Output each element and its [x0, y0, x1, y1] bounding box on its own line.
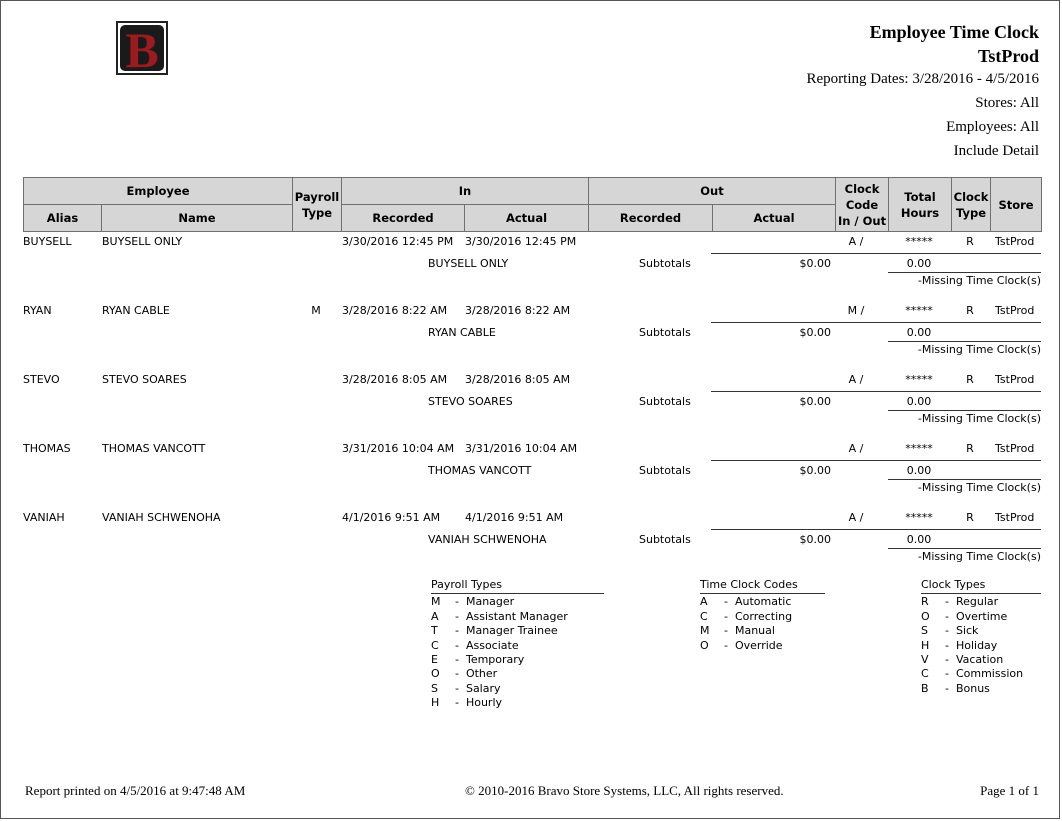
employee-alias: STEVO [23, 373, 60, 386]
subtotal-separator [888, 341, 1041, 342]
in-actual: 3/28/2016 8:05 AM [465, 373, 571, 386]
subtotal-label: Subtotals [639, 533, 691, 546]
clock-type: R [966, 304, 974, 317]
employee-name: BUYSELL ONLY [102, 235, 183, 248]
col-out: Out [589, 178, 836, 205]
detail-separator [711, 391, 1041, 392]
subtotal-hours: 0.00 [906, 326, 932, 339]
col-total-hours-line1: Total [904, 189, 936, 204]
legend-label: - Bonus [945, 681, 990, 695]
missing-note: -Missing Time Clock(s) [917, 481, 1041, 494]
legend-label: - Salary [455, 681, 501, 695]
subtotal-name: STEVO SOARES [428, 395, 513, 408]
clock-code: A / [848, 373, 864, 386]
subtotal-name: BUYSELL ONLY [428, 257, 509, 270]
col-alias: Alias [24, 205, 102, 232]
subtotal-label: Subtotals [639, 257, 691, 270]
col-clock-code-line2: Code [845, 197, 879, 212]
subtotal-amount: $0.00 [799, 395, 831, 408]
payroll-type-item [431, 624, 604, 638]
col-payroll-type-line2: Type [302, 205, 333, 220]
subtotal-amount: $0.00 [799, 257, 831, 270]
page-number: Page 1 of 1 [980, 783, 1039, 798]
col-total-hours-line2: Hours [900, 205, 940, 220]
copyright: © 2010-2016 Bravo Store Systems, LLC, All rights reserved. [465, 783, 784, 798]
employee-alias: RYAN [23, 304, 52, 317]
legend-code: O [431, 667, 440, 681]
in-recorded: 3/30/2016 12:45 PM [342, 235, 454, 248]
legend-label: - Override [724, 638, 783, 652]
in-recorded: 3/28/2016 8:22 AM [342, 304, 448, 317]
detail-separator [711, 529, 1041, 530]
subtotal-separator [888, 272, 1041, 273]
reporting-dates: Reporting Dates: 3/28/2016 - 4/5/2016 [806, 71, 1039, 87]
legend-code: V [921, 653, 929, 667]
detail-separator [711, 322, 1041, 323]
employee-name: VANIAH SCHWENOHA [102, 511, 221, 524]
legend-code: A [700, 595, 708, 609]
in-actual: 3/28/2016 8:22 AM [465, 304, 571, 317]
legend-label: - Manager [455, 595, 515, 609]
employee-alias: VANIAH [23, 511, 65, 524]
clock-types-legend [921, 578, 1041, 696]
subtotal-label: Subtotals [639, 395, 691, 408]
clock-type: R [966, 511, 974, 524]
col-in: In [342, 178, 589, 205]
detail-separator [711, 460, 1041, 461]
time-clock-codes-title: Time Clock Codes [700, 578, 825, 594]
payroll-type-item [431, 653, 604, 667]
missing-note: -Missing Time Clock(s) [917, 274, 1041, 287]
subtotal-hours: 0.00 [906, 533, 932, 546]
report-title: Employee Time Clock [869, 22, 1039, 42]
clock-code: A / [848, 235, 864, 248]
clock-type-item [921, 653, 1041, 667]
store: TstProd [995, 373, 1035, 386]
clock-type: R [966, 442, 974, 455]
legend-label: - Overtime [945, 609, 1008, 623]
column-header-table [23, 177, 1042, 232]
clock-types-list [921, 595, 1041, 696]
legend-label: - Temporary [455, 653, 525, 667]
employee-alias: BUYSELL [23, 235, 72, 248]
store: TstProd [995, 442, 1035, 455]
clock-type-item [921, 667, 1041, 681]
in-actual: 3/31/2016 10:04 AM [465, 442, 578, 455]
in-recorded: 3/31/2016 10:04 AM [342, 442, 455, 455]
report-printed: Report printed on 4/5/2016 at 9:47:48 AM [25, 783, 246, 798]
store: TstProd [995, 304, 1035, 317]
legend-code: E [431, 653, 438, 667]
legend-label: - Holiday [945, 638, 998, 652]
col-clock-code [836, 178, 889, 232]
legend-label: - Automatic [724, 595, 792, 609]
legend-code: C [700, 609, 708, 623]
subtotal-separator [888, 548, 1041, 549]
legend-label: - Sick [945, 624, 979, 638]
missing-note: -Missing Time Clock(s) [917, 550, 1041, 563]
col-clock-type-line1: Clock [953, 189, 989, 204]
legend-code: M [700, 624, 710, 638]
clock-code: A / [848, 511, 864, 524]
legend-label: - Manual [724, 624, 775, 638]
col-payroll-type [293, 178, 342, 232]
legend-label: - Manager Trainee [455, 624, 558, 638]
missing-note: -Missing Time Clock(s) [917, 412, 1041, 425]
time-clock-code-item [700, 639, 825, 653]
employees-filter: Employees: All [946, 119, 1039, 135]
payroll-type-item [431, 682, 604, 696]
legend-label: - Associate [455, 638, 519, 652]
detail-option: Include Detail [953, 143, 1039, 159]
subtotal-hours: 0.00 [906, 257, 932, 270]
clock-type-item [921, 624, 1041, 638]
subtotal-hours: 0.00 [906, 464, 932, 477]
col-name: Name [102, 205, 293, 232]
col-clock-type-line2: Type [956, 205, 987, 220]
col-clock-type [952, 178, 991, 232]
payroll-type-item [431, 667, 604, 681]
payroll-type-item [431, 696, 604, 710]
clock-type: R [966, 235, 974, 248]
time-clock-codes-list [700, 595, 825, 653]
clock-code: A / [848, 442, 864, 455]
store: TstProd [995, 511, 1035, 524]
legend-code: C [431, 638, 439, 652]
legend-label: - Hourly [455, 696, 503, 710]
subtotal-hours: 0.00 [906, 395, 932, 408]
col-clock-code-line1: Clock [844, 181, 880, 196]
stores-filter: Stores: All [975, 95, 1039, 111]
legend-code: T [431, 624, 438, 638]
legend-code: H [431, 696, 440, 710]
clock-type-item [921, 682, 1041, 696]
report-subtitle: TstProd [977, 46, 1039, 66]
in-recorded: 3/28/2016 8:05 AM [342, 373, 448, 386]
employee-name: THOMAS VANCOTT [102, 442, 206, 455]
clock-type: R [966, 373, 974, 386]
legend-code: S [431, 681, 438, 695]
col-in-actual: Actual [465, 205, 589, 232]
legend-code: A [431, 609, 439, 623]
in-actual: 4/1/2016 9:51 AM [465, 511, 564, 524]
col-total-hours [889, 178, 952, 232]
subtotal-amount: $0.00 [799, 533, 831, 546]
payroll-type-item [431, 610, 604, 624]
legend-code: B [921, 681, 929, 695]
subtotal-separator [888, 410, 1041, 411]
subtotal-label: Subtotals [639, 326, 691, 339]
legend-code: R [921, 595, 929, 609]
total-hours: ***** [905, 304, 933, 317]
in-recorded: 4/1/2016 9:51 AM [342, 511, 441, 524]
col-out-recorded: Recorded [589, 205, 713, 232]
payroll-types-title: Payroll Types [431, 578, 604, 594]
time-clock-codes-legend [700, 578, 825, 653]
payroll-type-item [431, 595, 604, 609]
clock-types-title: Clock Types [921, 578, 1041, 594]
time-clock-code-item [700, 624, 825, 638]
logo-letter: B [125, 25, 159, 71]
subtotal-name: VANIAH SCHWENOHA [428, 533, 547, 546]
subtotal-name: THOMAS VANCOTT [428, 464, 532, 477]
subtotal-separator [888, 479, 1041, 480]
payroll-type: M [311, 304, 321, 317]
employee-name: RYAN CABLE [102, 304, 170, 317]
legend-code: C [921, 667, 929, 681]
payroll-type-item [431, 639, 604, 653]
legend-code: O [700, 638, 709, 652]
time-clock-code-item [700, 610, 825, 624]
legend-code: H [921, 638, 930, 652]
clock-type-item [921, 639, 1041, 653]
bravo-logo [116, 21, 168, 75]
payroll-types-legend [431, 578, 604, 711]
employee-name: STEVO SOARES [102, 373, 187, 386]
legend-label: - Assistant Manager [455, 609, 568, 623]
legend-label: - Correcting [724, 609, 793, 623]
total-hours: ***** [905, 235, 933, 248]
col-in-recorded: Recorded [342, 205, 465, 232]
in-actual: 3/30/2016 12:45 PM [465, 235, 577, 248]
legend-label: - Commission [945, 667, 1024, 681]
total-hours: ***** [905, 373, 933, 386]
total-hours: ***** [905, 442, 933, 455]
legend-label: - Regular [945, 595, 999, 609]
payroll-types-list [431, 595, 604, 710]
employee-alias: THOMAS [23, 442, 71, 455]
clock-code: M / [847, 304, 865, 317]
subtotal-amount: $0.00 [799, 464, 831, 477]
store: TstProd [995, 235, 1035, 248]
legend-code: S [921, 624, 928, 638]
col-store: Store [991, 178, 1042, 232]
detail-separator [711, 253, 1041, 254]
col-employee: Employee [24, 178, 293, 205]
col-payroll-type-line1: Payroll [294, 189, 340, 204]
clock-type-item [921, 610, 1041, 624]
legend-label: - Vacation [945, 653, 1004, 667]
legend-code: O [921, 609, 930, 623]
legend-label: - Other [455, 667, 498, 681]
legend-code: M [431, 595, 441, 609]
subtotal-amount: $0.00 [799, 326, 831, 339]
col-out-actual: Actual [713, 205, 836, 232]
col-clock-code-line3: In / Out [837, 213, 887, 228]
time-clock-code-item [700, 595, 825, 609]
missing-note: -Missing Time Clock(s) [917, 343, 1041, 356]
subtotal-label: Subtotals [639, 464, 691, 477]
total-hours: ***** [905, 511, 933, 524]
subtotal-name: RYAN CABLE [428, 326, 496, 339]
clock-type-item [921, 595, 1041, 609]
